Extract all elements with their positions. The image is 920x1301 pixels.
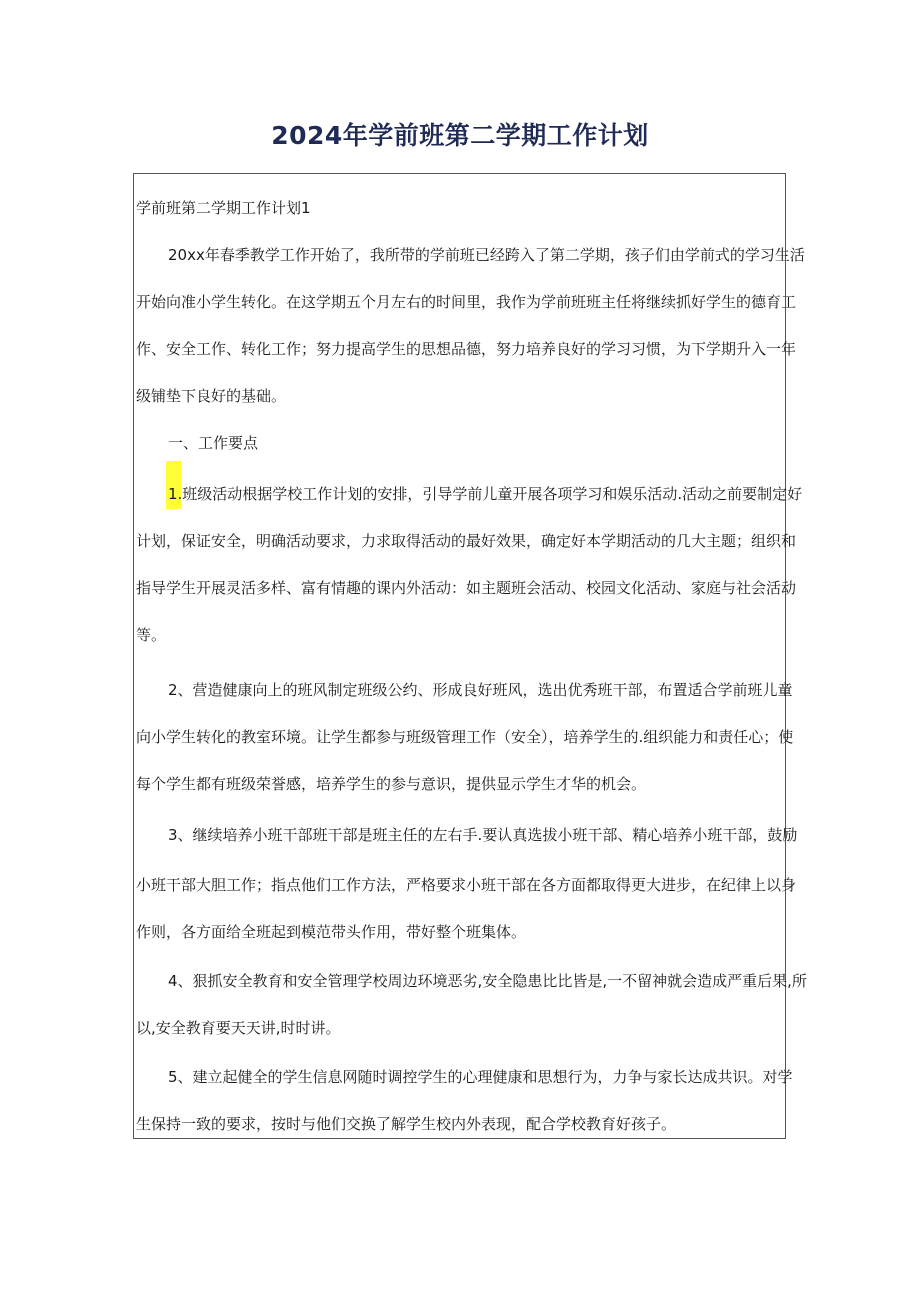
item-1-line: 计划，保证安全，明确活动要求，力求取得活动的最好效果，确定好本学期活动的几大主题；组织和: [136, 532, 797, 550]
item-2-line: 2、营造健康向上的班风制定班级公约、形成良好班风，选出优秀班干部，布置适合学前班儿童: [168, 681, 793, 699]
intro-line: 级铺垫下良好的基础。: [136, 387, 287, 405]
item-5-line: 5、建立起健全的学生信息网随时调控学生的心理健康和思想行为，力争与家长达成共识。对学: [168, 1068, 793, 1086]
item-3-line: 小班干部大胆工作；指点他们工作方法，严格要求小班干部在各方面都取得更大进步，在纪律上以身: [136, 876, 797, 894]
item-4-line: 以,安全教育要天天讲,时时讲。: [136, 1019, 341, 1037]
item-5-line: 生保持一致的要求，按时与他们交换了解学生校内外表现，配合学校教育好孩子。: [136, 1115, 677, 1133]
item-2-line: 向小学生转化的教室环境。让学生都参与班级管理工作（安全），培养学生的.组织能力和责任心；使: [136, 728, 794, 746]
part-heading: 一、工作要点: [168, 434, 259, 452]
section-heading: 学前班第二学期工作计划1: [136, 199, 311, 217]
item-1-line: 1.班级活动根据学校工作计划的安排，引导学前儿童开展各项学习和娱乐活动.活动之前要制定好: [168, 485, 803, 503]
intro-line: 开始向准小学生转化。在这学期五个月左右的时间里，我作为学前班班主任将继续抓好学生的德育工: [136, 293, 797, 311]
intro-line: 作、安全工作、转化工作；努力提高学生的思想品德，努力培养良好的学习习惯，为下学期升入一年: [136, 340, 797, 358]
item-2-line: 每个学生都有班级荣誉感，培养学生的参与意识，提供显示学生才华的机会。: [136, 775, 647, 793]
intro-line: 20xx年春季教学工作开始了，我所带的学前班已经跨入了第二学期，孩子们由学前式的学习生活: [168, 246, 805, 264]
content-frame: [133, 173, 807, 1139]
document-title: 2024年学前班第二学期工作计划: [271, 121, 649, 150]
item-1-line: 指导学生开展灵活多样、富有情趣的课内外活动：如主题班会活动、校园文化活动、家庭与社会活动: [136, 579, 797, 597]
item-1-line: 等。: [136, 626, 167, 644]
item-4-line: 4、狠抓安全教育和安全管理学校周边环境恶劣,安全隐患比比皆是,一不留神就会造成严重后果,所: [168, 972, 807, 990]
item-3-line: 作则，各方面给全班起到模范带头作用，带好整个班集体。: [136, 923, 527, 941]
item-3-line: 3、继续培养小班干部班干部是班主任的左右手.要认真选拔小班干部、精心培养小班干部，鼓励: [168, 826, 798, 844]
